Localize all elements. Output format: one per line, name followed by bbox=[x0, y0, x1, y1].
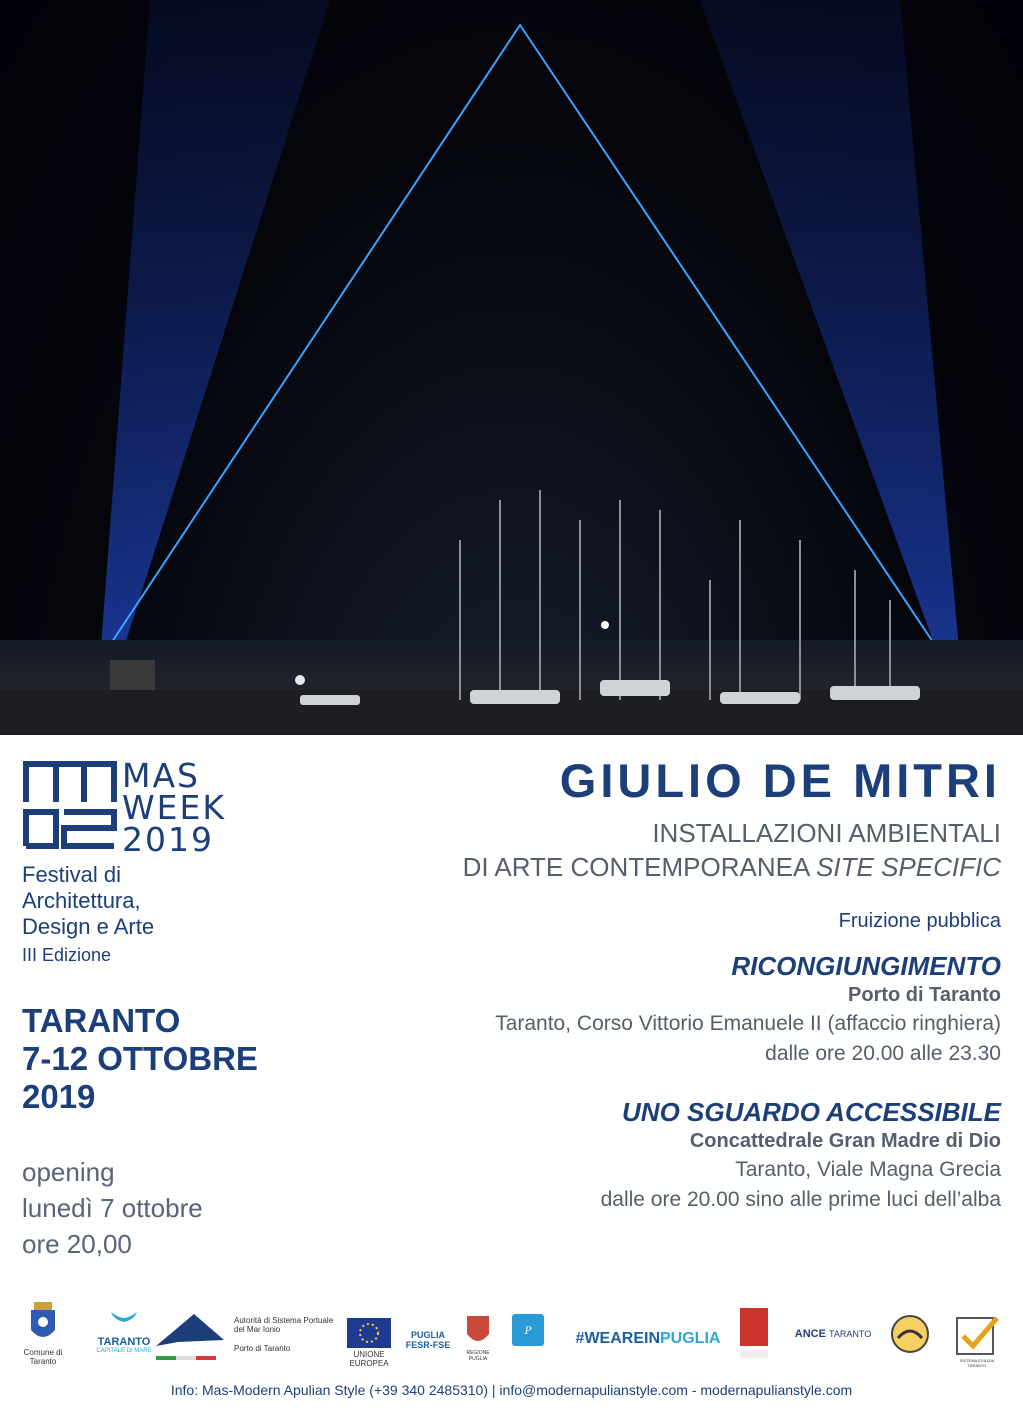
svg-text:P: P bbox=[524, 1326, 532, 1337]
coat-of-arms-icon bbox=[28, 1300, 58, 1346]
sistema-label: SISTEMA EDILIZIA TARANTO bbox=[959, 1358, 995, 1368]
festival-line: Design e Arte bbox=[22, 914, 155, 939]
opening-line: opening bbox=[22, 1157, 115, 1187]
left-light-beam bbox=[100, 0, 330, 660]
round-association-logo bbox=[888, 1314, 932, 1356]
mas-title-line: WEEK bbox=[122, 788, 226, 827]
hashtag-suffix: PUGLIA bbox=[660, 1330, 721, 1347]
city-line: TARANTO bbox=[22, 1002, 181, 1039]
puglia-promozione-icon bbox=[512, 1314, 544, 1346]
public-access-label: Fruizione pubblica bbox=[838, 910, 1001, 932]
ance-logo bbox=[788, 1328, 878, 1340]
regione-puglia-logo bbox=[458, 1314, 498, 1362]
mas-title-line: MAS bbox=[122, 756, 200, 795]
sponsor-logos bbox=[18, 1300, 1008, 1380]
sistema-edilizia-logo bbox=[952, 1314, 1002, 1368]
autorita-portuale-logo bbox=[154, 1312, 344, 1364]
porto-label: Porto di Taranto bbox=[234, 1344, 291, 1353]
year-line: 2019 bbox=[22, 1078, 96, 1115]
event-place: Concattedrale Gran Madre di Dio bbox=[689, 1130, 1001, 1152]
whale-tail-icon bbox=[109, 1312, 139, 1334]
taranto-logo bbox=[84, 1312, 164, 1354]
round-seal-icon bbox=[890, 1314, 930, 1354]
event-address: Taranto, Corso Vittorio Emanuele II (affaccio ringhiera) bbox=[495, 1012, 1001, 1035]
port-ship-icon bbox=[154, 1312, 226, 1364]
mas-week-title bbox=[122, 756, 226, 859]
subtitle-line: INSTALLAZIONI AMBIENTALI bbox=[652, 818, 1001, 848]
regione-shield-icon bbox=[465, 1314, 491, 1348]
eu-logo bbox=[344, 1318, 394, 1368]
autorita-label: Autorità di Sistema Portuale del Mar Ionio bbox=[234, 1316, 334, 1334]
event-place: Porto di Taranto bbox=[848, 984, 1001, 1006]
edition-label: III Edizione bbox=[22, 945, 112, 965]
event-title: UNO SGUARDO ACCESSIBILE bbox=[622, 1097, 1001, 1127]
city-dates bbox=[22, 1002, 258, 1116]
opening-info bbox=[22, 1154, 203, 1262]
event-address: Taranto, Viale Magna Grecia bbox=[735, 1158, 1001, 1181]
mas-title-line: 2019 bbox=[122, 820, 214, 859]
puglia-fesr-label: PUGLIA FESR-FSE bbox=[405, 1330, 451, 1350]
festival-line: Festival di bbox=[22, 862, 122, 887]
subtitle bbox=[361, 816, 1001, 884]
opening-line: lunedì 7 ottobre bbox=[22, 1193, 203, 1223]
event-hours: dalle ore 20.00 sino alle prime luci dell’alba bbox=[600, 1188, 1001, 1211]
dates-line: 7-12 OTTOBRE bbox=[22, 1040, 258, 1077]
eu-flag-icon bbox=[347, 1318, 391, 1348]
hashtag-prefix: #WEAREIN bbox=[575, 1330, 660, 1347]
festival-line: Architettura, bbox=[22, 888, 141, 913]
event-item bbox=[361, 1097, 1001, 1215]
comune-label: Comune di Taranto bbox=[23, 1348, 63, 1366]
puglia-fesr-logo bbox=[398, 1330, 458, 1350]
ue-label: UNIONE EUROPEA bbox=[349, 1350, 389, 1368]
ance-city-label: TARANTO bbox=[829, 1329, 872, 1339]
ance-label: ANCE bbox=[794, 1328, 826, 1340]
subtitle-prefix: DI ARTE CONTEMPORANEA bbox=[462, 852, 817, 882]
taranto-label: TARANTO bbox=[97, 1336, 151, 1348]
ordine-building-icon bbox=[738, 1308, 770, 1358]
regione-label: REGIONE PUGLIA bbox=[466, 1350, 490, 1362]
taranto-sub-label: CAPITALE DI MARE bbox=[96, 1348, 152, 1354]
event-title: RICONGIUNGIMENTO bbox=[731, 951, 1001, 981]
comune-logo bbox=[18, 1300, 68, 1366]
mas-monogram-icon bbox=[22, 760, 118, 850]
weareinpuglia-hashtag bbox=[573, 1330, 723, 1348]
subtitle-line bbox=[361, 850, 1001, 884]
festival-description bbox=[22, 862, 154, 940]
puglia-promozione-logo bbox=[508, 1314, 548, 1348]
contact-info: Info: Mas-Modern Apulian Style (+39 340 2485310) | info@modernapulianstyle.com - modernapulianstyle.com bbox=[170, 1382, 853, 1398]
subtitle-italic: SITE SPECIFIC bbox=[816, 852, 1001, 882]
event-hours: dalle ore 20.00 alle 23.30 bbox=[765, 1042, 1001, 1065]
ordine-logo bbox=[734, 1308, 774, 1360]
opening-line: ore 20,00 bbox=[22, 1229, 132, 1259]
checkmark-icon bbox=[955, 1314, 999, 1356]
artist-name: GIULIO DE MITRI bbox=[559, 754, 1001, 807]
event-details bbox=[361, 752, 1001, 1215]
event-item bbox=[361, 951, 1001, 1069]
